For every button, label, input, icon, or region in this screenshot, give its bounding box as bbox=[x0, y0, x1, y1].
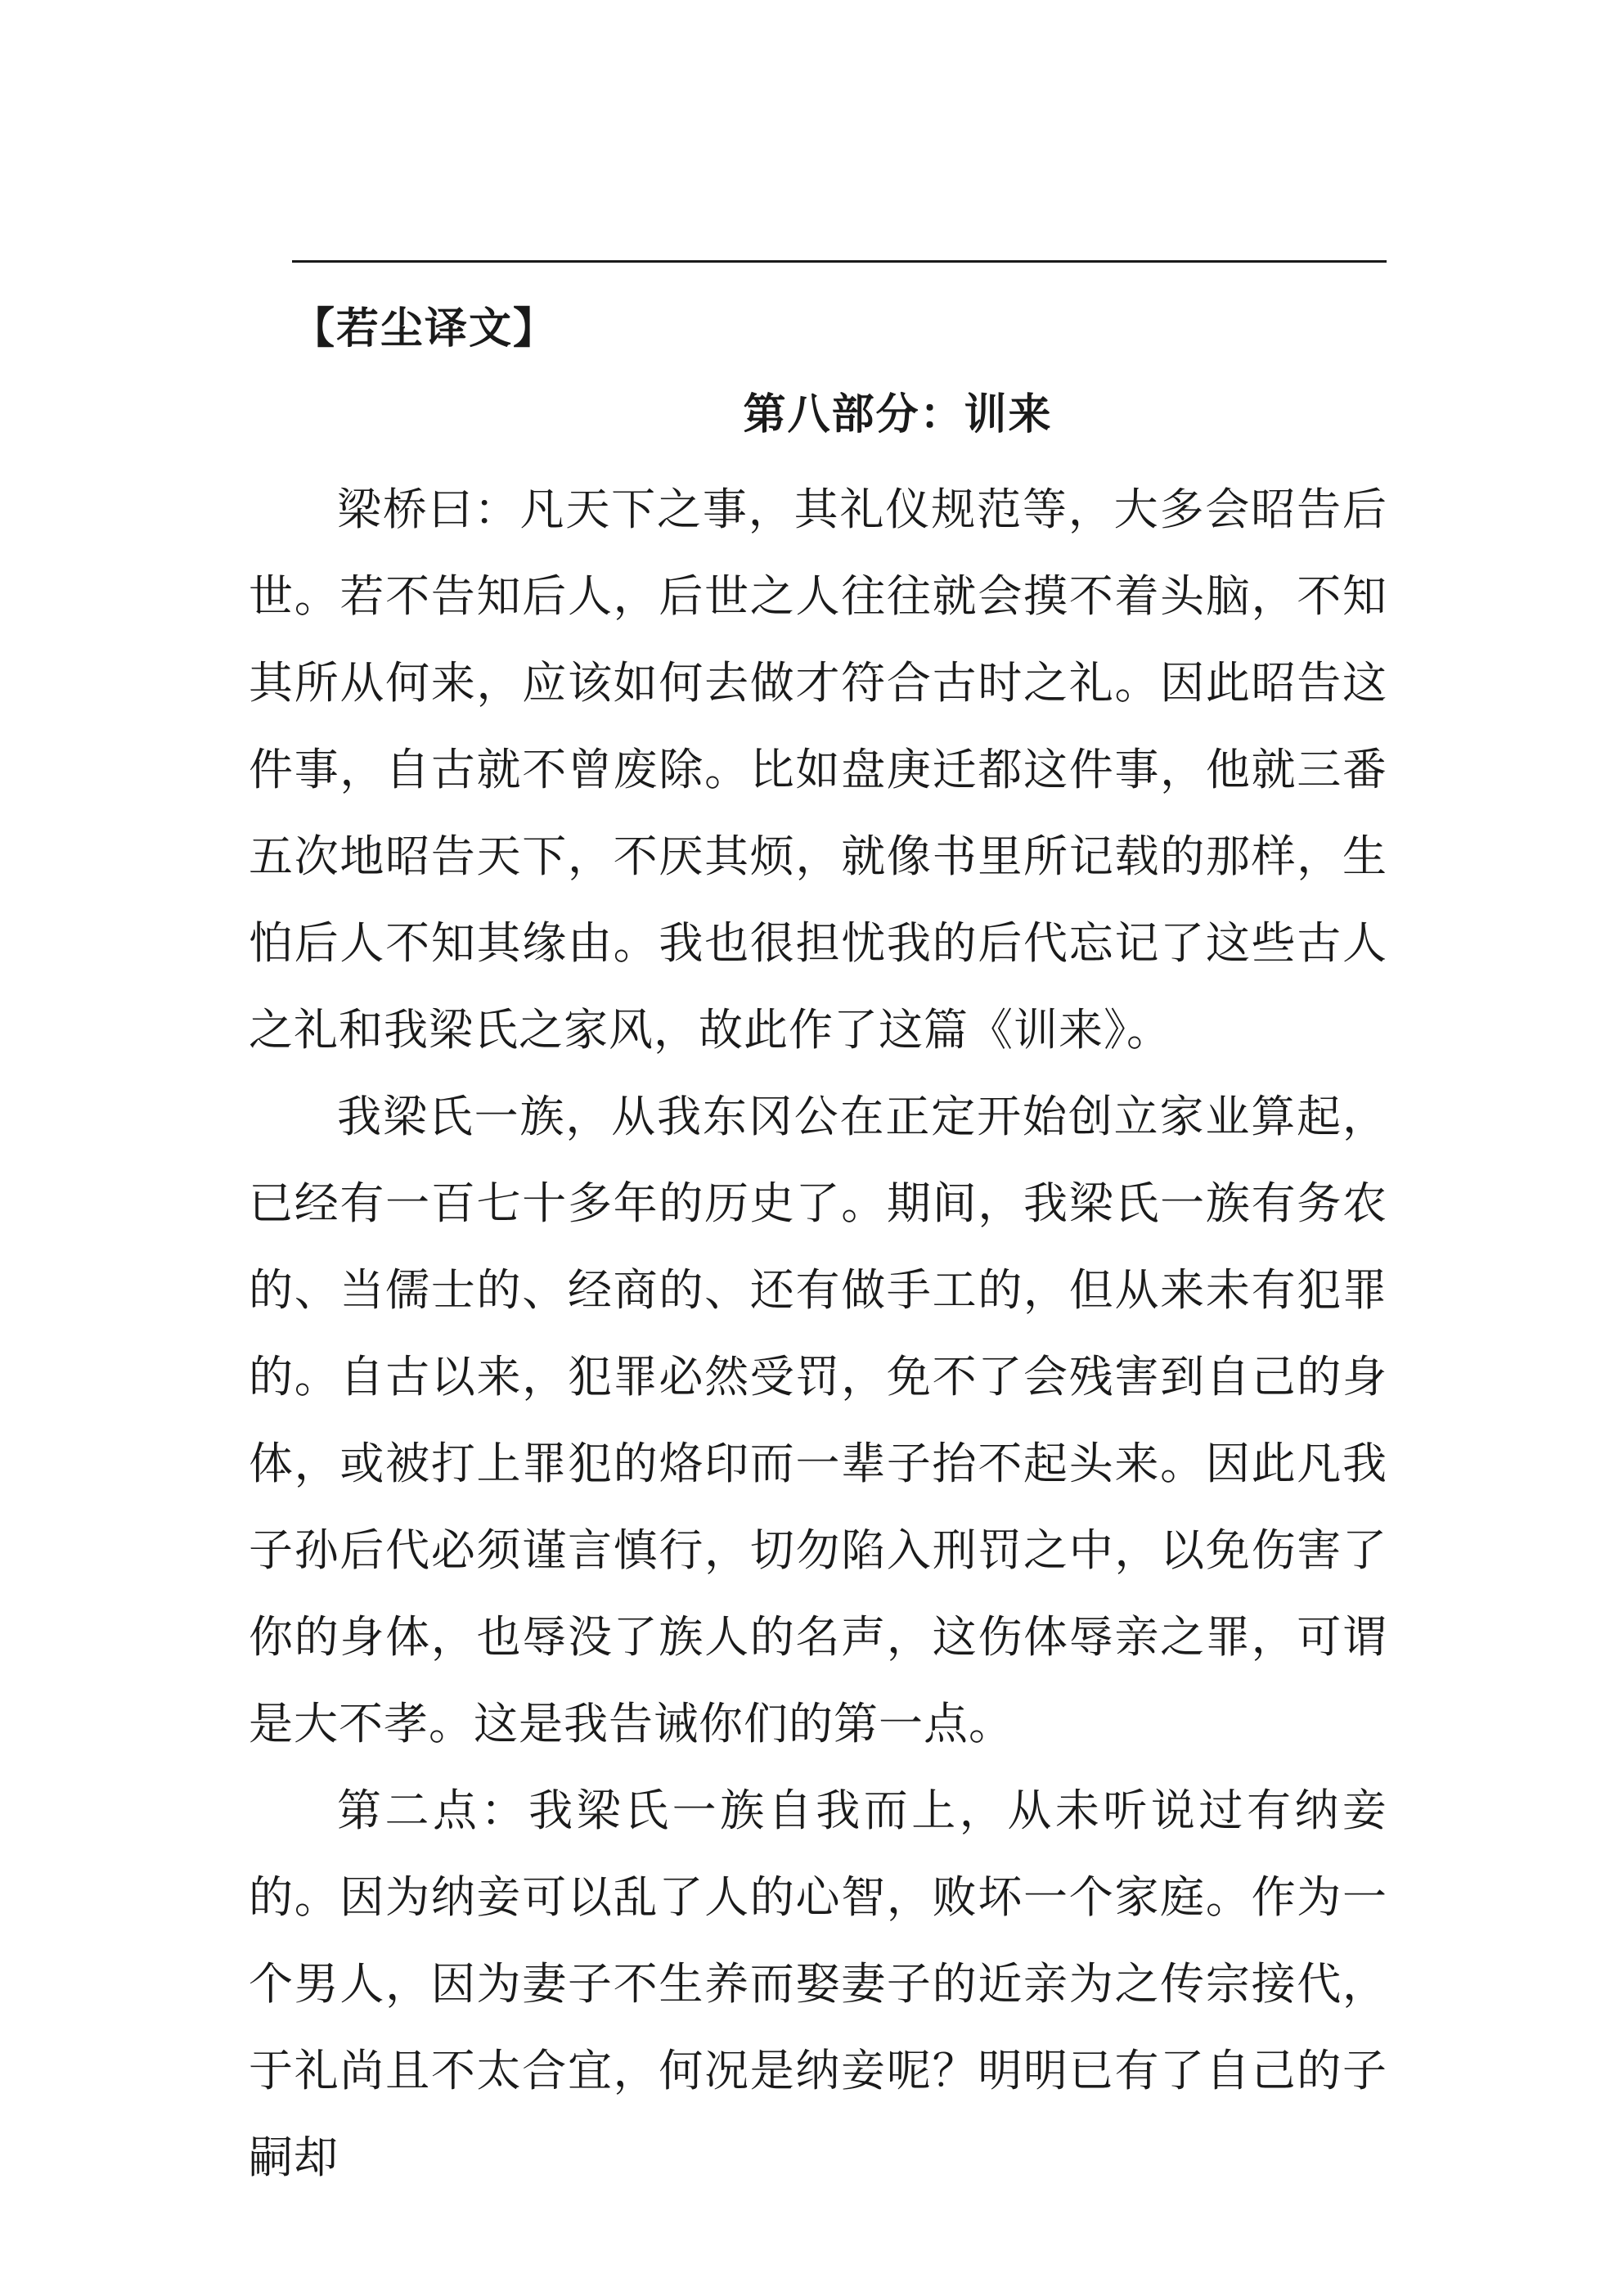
paragraph-3: 第二点：我梁氏一族自我而上，从未听说过有纳妾的。因为纳妾可以乱了人的心智，败坏一个家庭。作为一个男人，因为妻子不生养而娶妻子的近亲为之传宗接代，于礼尚且不太合宜，何况是纳妾呢？明明已有了自己的子嗣却 bbox=[249, 1785, 1387, 2183]
part-title: 第八部分：训来 bbox=[743, 389, 1053, 439]
body-text bbox=[249, 466, 1387, 2201]
header-rule bbox=[292, 260, 1387, 263]
paragraph-1: 梁桥曰：凡天下之事，其礼仪规范等，大多会昭告后世。若不告知后人，后世之人往往就会摸不着头脑，不知其所从何来，应该如何去做才符合古时之礼。因此昭告这件事，自古就不曾废除。比如盘庚迁都这件事，他就三番五次地昭告天下，不厌其烦，就像书里所记载的那样，生怕后人不知其缘由。我也很担忧我的后代忘记了这些古人之礼和我梁氏之家风，故此作了这篇《训来》。 bbox=[249, 484, 1387, 1056]
section-label: 【若尘译文】 bbox=[292, 304, 558, 353]
paragraph-2: 我梁氏一族，从我东冈公在正定开始创立家业算起，已经有一百七十多年的历史了。期间，我梁氏一族有务农的、当儒士的、经商的、还有做手工的，但从来未有犯罪的。自古以来，犯罪必然受罚，免不了会残害到自己的身体，或被打上罪犯的烙印而一辈子抬不起头来。因此凡我子孙后代必须谨言慎行，切勿陷入刑罚之中，以免伤害了你的身体，也辱没了族人的名声，这伤体辱亲之罪，可谓是大不孝。这是我告诫你们的第一点。 bbox=[249, 1091, 1387, 1749]
